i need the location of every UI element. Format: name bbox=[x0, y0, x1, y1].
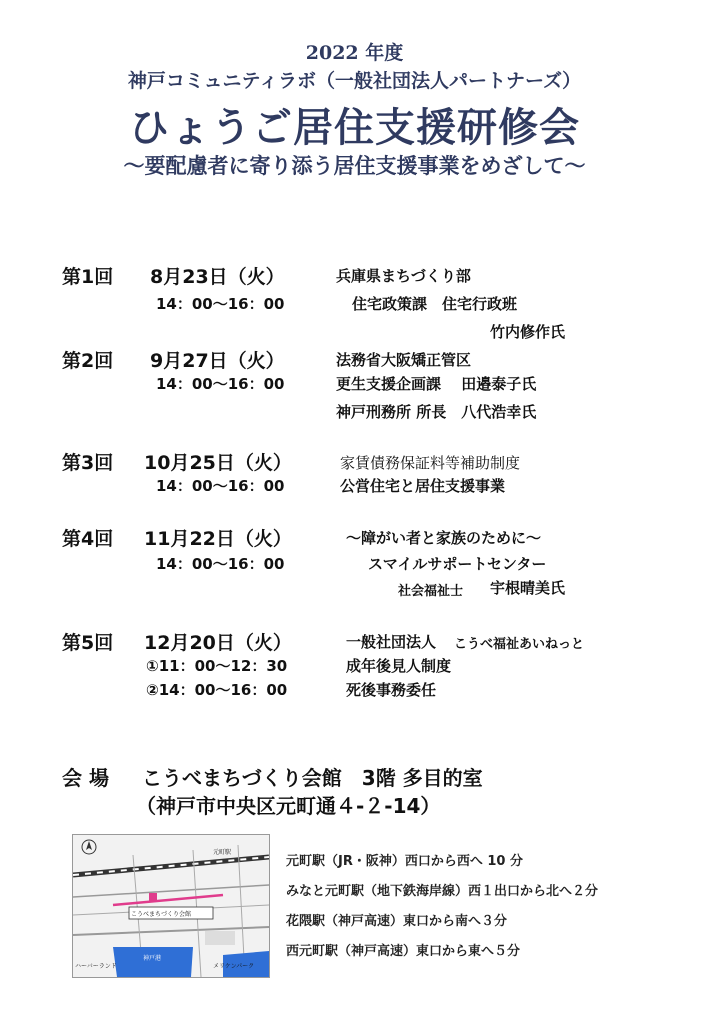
session-1-number: 第1回 bbox=[62, 266, 114, 288]
session-5-line-1: 一般社団法人 bbox=[346, 633, 437, 651]
session-1-date: 8月23日（火） bbox=[150, 266, 285, 288]
session-4-line-2: スマイルサポートセンター bbox=[368, 555, 547, 573]
session-5-line-2: こうべ福祉あいねっと bbox=[454, 637, 585, 652]
session-4-line-1: ～障がい者と家族のために～ bbox=[346, 529, 542, 547]
map-label-port: 神戸港 bbox=[143, 955, 162, 962]
session-1-line-3: 竹内修作氏 bbox=[490, 323, 566, 341]
session-5-time-1: ①11：00～12：30 bbox=[146, 657, 288, 675]
header-year: 2022 年度 bbox=[305, 42, 404, 64]
map-label-meriken-park: メリケンパーク bbox=[213, 963, 255, 970]
access-item-1: 元町駅（JR・阪神）西口から西へ 10 分 bbox=[286, 854, 523, 869]
session-2-line-1: 法務省大阪矯正管区 bbox=[336, 351, 472, 369]
session-4-line-4: 宇根晴美氏 bbox=[490, 579, 566, 597]
session-5-line-4: 死後事務委任 bbox=[346, 681, 437, 699]
session-4-date: 11月22日（火） bbox=[144, 528, 292, 550]
session-5-number: 第5回 bbox=[62, 632, 114, 654]
session-4-number: 第4回 bbox=[62, 528, 114, 550]
session-2-time: 14：00～16：00 bbox=[156, 375, 285, 393]
session-5-time-2: ②14：00～16：00 bbox=[146, 681, 288, 699]
session-4-time: 14：00～16：00 bbox=[156, 555, 285, 573]
access-map-drawing bbox=[73, 835, 269, 977]
venue-address: （神戸市中央区元町通４-２-14） bbox=[136, 794, 441, 818]
session-5-line-3: 成年後見人制度 bbox=[346, 657, 452, 675]
access-item-3: 花隈駅（神戸高速）東口から南へ３分 bbox=[286, 914, 508, 929]
access-item-2: みなと元町駅（地下鉄海岸線）西１出口から北へ２分 bbox=[286, 884, 599, 899]
map-label-venue: こうべまちづくり会館 bbox=[131, 911, 191, 918]
access-item-4: 西元町駅（神戸高速）東口から東へ５分 bbox=[286, 944, 521, 959]
session-5-date: 12月20日（火） bbox=[144, 632, 292, 654]
map-label-harborland: ハーバーランド bbox=[75, 963, 117, 970]
header-organization: 神戸コミュニティラボ（一般社団法人パートナーズ） bbox=[127, 70, 582, 92]
session-2-line-3: 神戸刑務所 所長 八代浩幸氏 bbox=[336, 403, 537, 421]
session-3-line-2: 公営住宅と居住支援事業 bbox=[340, 477, 506, 495]
session-1-line-2: 住宅政策課 住宅行政班 bbox=[352, 295, 518, 313]
venue-name: こうべまちづくり会館 3階 多目的室 bbox=[142, 766, 483, 790]
map-label-station: 元町駅 bbox=[213, 849, 232, 856]
session-2-date: 9月27日（火） bbox=[150, 350, 285, 372]
session-3-number: 第3回 bbox=[62, 452, 114, 474]
session-1-line-1: 兵庫県まちづくり部 bbox=[336, 267, 471, 285]
session-1-time: 14：00～16：00 bbox=[156, 295, 285, 313]
session-3-time: 14：00～16：00 bbox=[156, 477, 285, 495]
session-3-date: 10月25日（火） bbox=[144, 452, 292, 474]
page-subtitle: ～要配慮者に寄り添う居住支援事業をめざして～ bbox=[123, 153, 586, 178]
venue-label: 会 場 bbox=[62, 766, 109, 790]
page-title: ひょうご居住支援研修会 bbox=[129, 104, 580, 151]
session-4-line-3: 社会福祉士 bbox=[398, 584, 464, 599]
session-2-line-2: 更生支援企画課 田邉泰子氏 bbox=[336, 375, 537, 393]
session-2-number: 第2回 bbox=[62, 350, 114, 372]
session-3-line-1: 家賃債務保証料等補助制度 bbox=[340, 454, 521, 472]
access-map bbox=[72, 834, 270, 978]
